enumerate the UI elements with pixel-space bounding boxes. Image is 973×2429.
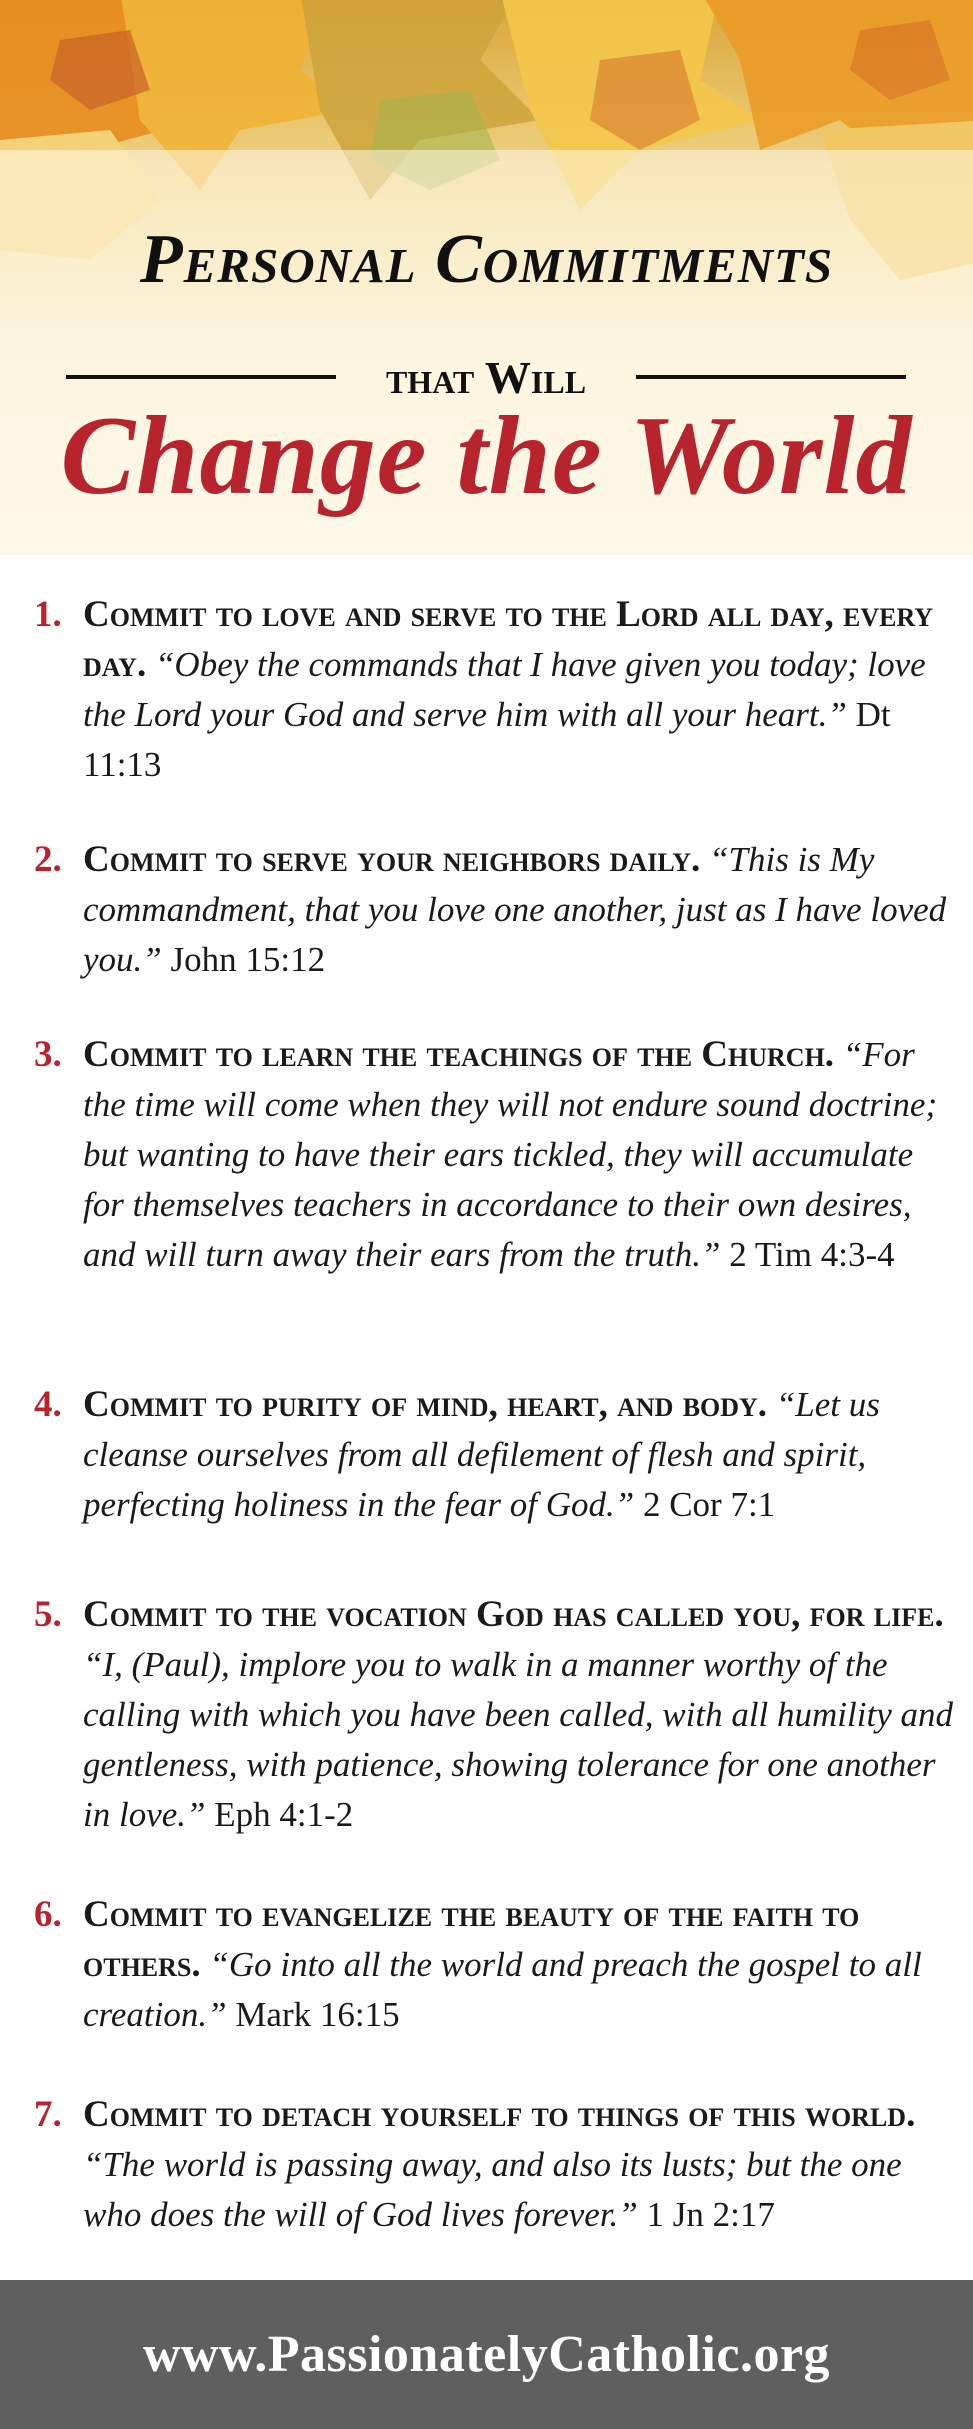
commitment-quote: “For the time will come when they will not endure sound doctrine; but wanting to have their ears tickled, they will accumulate for themselves teachers in accordance to their own desires, and will turn away their ears from the truth.” [83,1035,938,1274]
commitment-quote: “This is My commandment, that you love one another, just as I have loved you.” [83,840,947,979]
commitment-text [83,835,953,985]
commitment-reference: John 15:12 [170,940,326,979]
commitment-reference: Mark 16:15 [235,1995,400,2034]
footer-bar [0,2280,973,2429]
title-that-will: that Will [385,352,587,403]
commitment-number: 2. [34,839,62,880]
commitment-text [83,1590,953,1840]
commitment-heading: Commit to learn the teachings of the Church. [83,1034,835,1075]
divider-left [66,375,336,379]
commitment-quote: “Obey the commands that I have given you today; love the Lord your God and serve him with all your heart.” [83,645,926,734]
commitment-reference: 1 Jn 2:17 [646,2195,775,2234]
commitment-heading: Commit to the vocation God has called you, for life. [83,1594,944,1635]
commitment-heading: Commit to love and serve to the Lord all day, every day. [83,594,934,685]
commitment-quote: “Go into all the world and preach the gospel to all creation.” [83,1945,922,2034]
commitment-number: 5. [34,1594,62,1635]
commitment-number: 3. [34,1034,62,1075]
commitment-quote: “The world is passing away, and also its lusts; but the one who does the will of God lives forever.” [83,2145,902,2234]
commitment-quote: “I, (Paul), implore you to walk in a manner worthy of the calling with which you have been called, with all humility and gentleness, with patience, showing tolerance for one another in love.” [83,1645,953,1834]
commitment-number: 6. [34,1894,62,1935]
commitment-text [83,2090,953,2240]
commitment-reference: Dt 11:13 [83,695,891,784]
commitment-reference: 2 Tim 4:3-4 [729,1235,895,1274]
title-change-the-world: Change the World [60,394,913,518]
commitment-heading: Commit to evangelize the beauty of the faith to others. [83,1894,860,1985]
title-personal-commitments: Personal Commitments [139,221,834,298]
commitment-quote: “Let us cleanse ourselves from all defilement of flesh and spirit, perfecting holiness in the fear of God.” [83,1385,880,1524]
commitment-heading: Commit to purity of mind, heart, and body. [83,1384,768,1425]
commitment-number: 7. [34,2094,62,2135]
website-url: www.PassionatelyCatholic.org [142,2326,831,2383]
commitment-text [83,1380,953,1530]
header-banner [0,0,973,555]
divider-right [636,375,906,379]
commitment-text [83,590,953,790]
commitment-number: 1. [34,594,62,635]
commitment-text [83,1890,953,2040]
commitment-reference: 2 Cor 7:1 [642,1485,776,1524]
commitment-heading: Commit to serve your neighbors daily. [83,839,701,880]
commitment-heading: Commit to detach yourself to things of this world. [83,2094,916,2135]
commitment-reference: Eph 4:1-2 [214,1795,354,1834]
commitment-text [83,1030,953,1280]
commitment-number: 4. [34,1384,62,1425]
